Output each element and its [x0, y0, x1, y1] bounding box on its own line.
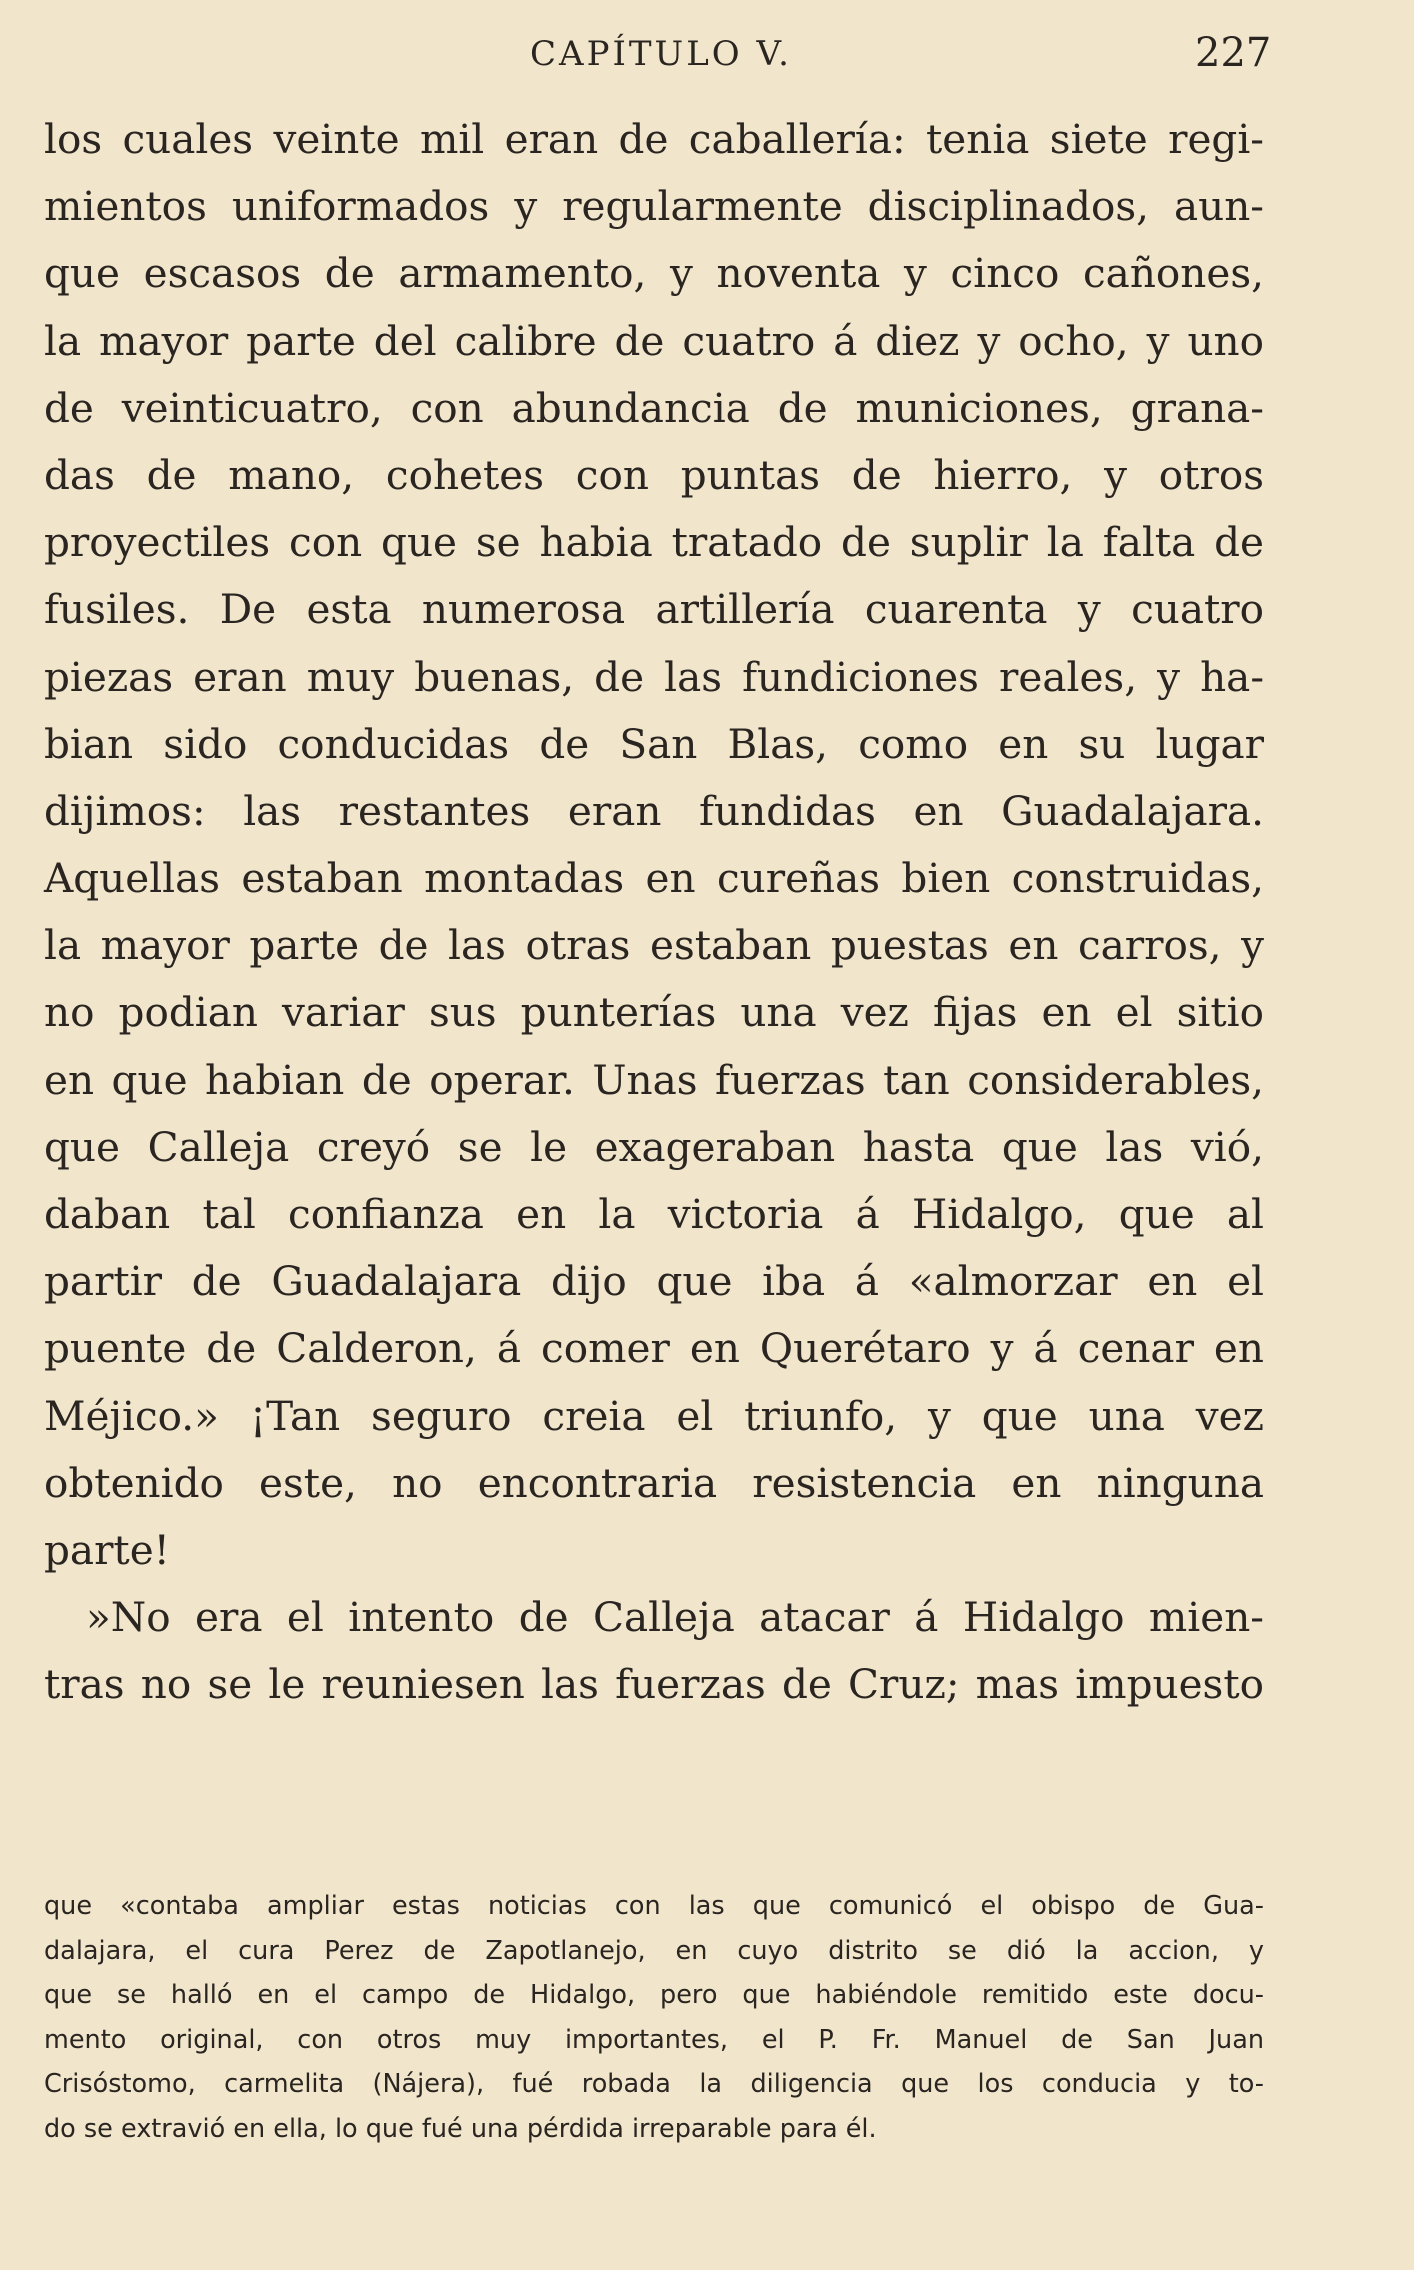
text-line: mientos uniformados y regularmente disciplinados, aun- [44, 182, 1264, 231]
text-line: proyectiles con que se habia tratado de suplir la falta de [44, 518, 1264, 567]
text-line: bian sido conducidas de San Blas, como en su lugar [44, 719, 1264, 768]
text-line: la mayor parte del calibre de cuatro á diez y ocho, y uno [44, 316, 1264, 365]
footnote-line: dalajara, el cura Perez de Zapotlanejo, en cuyo distrito se dió la accion, y [44, 1935, 1264, 1966]
text-line: piezas eran muy buenas, de las fundiciones reales, y ha- [44, 652, 1264, 701]
running-head [0, 30, 1414, 78]
text-line: que Calleja creyó se le exageraban hasta que las vió, [44, 1122, 1264, 1171]
footnote-line: que «contaba ampliar estas noticias con las que comunicó el obispo de Gua- [44, 1891, 1264, 1921]
footnote-line: mento original, con otros muy importantes, el P. Fr. Manuel de San Juan [44, 2024, 1264, 2055]
text-line: Méjico.» ¡Tan seguro creia el triunfo, y que una vez [44, 1391, 1264, 1440]
text-line: en que habian de operar. Unas fuerzas tan considerables, [44, 1055, 1264, 1104]
footnote [44, 1884, 1264, 2151]
chapter-heading: CAPÍTULO V. [530, 34, 792, 74]
text-line: no podian variar sus punterías una vez fijas en el sitio [44, 988, 1264, 1037]
text-line: Aquellas estaban montadas en cureñas bien construidas, [44, 854, 1264, 903]
footnote-line: Crisóstomo, carmelita (Nájera), fué robada la diligencia que los conducia y to- [44, 2069, 1264, 2099]
text-line: la mayor parte de las otras estaban puestas en carros, y [44, 921, 1264, 970]
text-line: de veinticuatro, con abundancia de municiones, grana- [44, 383, 1264, 432]
text-line: parte! [44, 1525, 170, 1574]
text-line: das de mano, cohetes con puntas de hierro, y otros [44, 450, 1264, 499]
text-line: partir de Guadalajara dijo que iba á «almorzar en el [44, 1257, 1264, 1306]
text-line: puente de Calderon, á comer en Querétaro y á cenar en [44, 1324, 1264, 1373]
text-line: los cuales veinte mil eran de caballería: tenia siete regi- [44, 115, 1264, 163]
body-text [44, 106, 1264, 1719]
text-line: »No era el intento de Calleja atacar á Hidalgo mien- [86, 1593, 1264, 1642]
text-line: daban tal confianza en la victoria á Hidalgo, que al [44, 1190, 1264, 1238]
text-line: obtenido este, no encontraria resistencia en ninguna [44, 1458, 1264, 1507]
text-line: que escasos de armamento, y noventa y cinco cañones, [44, 249, 1264, 298]
page-number: 227 [1195, 30, 1272, 76]
text-line: tras no se le reuniesen las fuerzas de Cruz; mas impuesto [44, 1660, 1264, 1709]
footnote-line: que se halló en el campo de Hidalgo, pero que habiéndole remitido este docu- [44, 1980, 1264, 2010]
text-line: fusiles. De esta numerosa artillería cuarenta y cuatro [44, 585, 1264, 634]
text-line: dijimos: las restantes eran fundidas en Guadalajara. [44, 786, 1264, 835]
footnote-line: do se extravió en ella, lo que fué una pérdida irreparable para él. [44, 2113, 877, 2144]
